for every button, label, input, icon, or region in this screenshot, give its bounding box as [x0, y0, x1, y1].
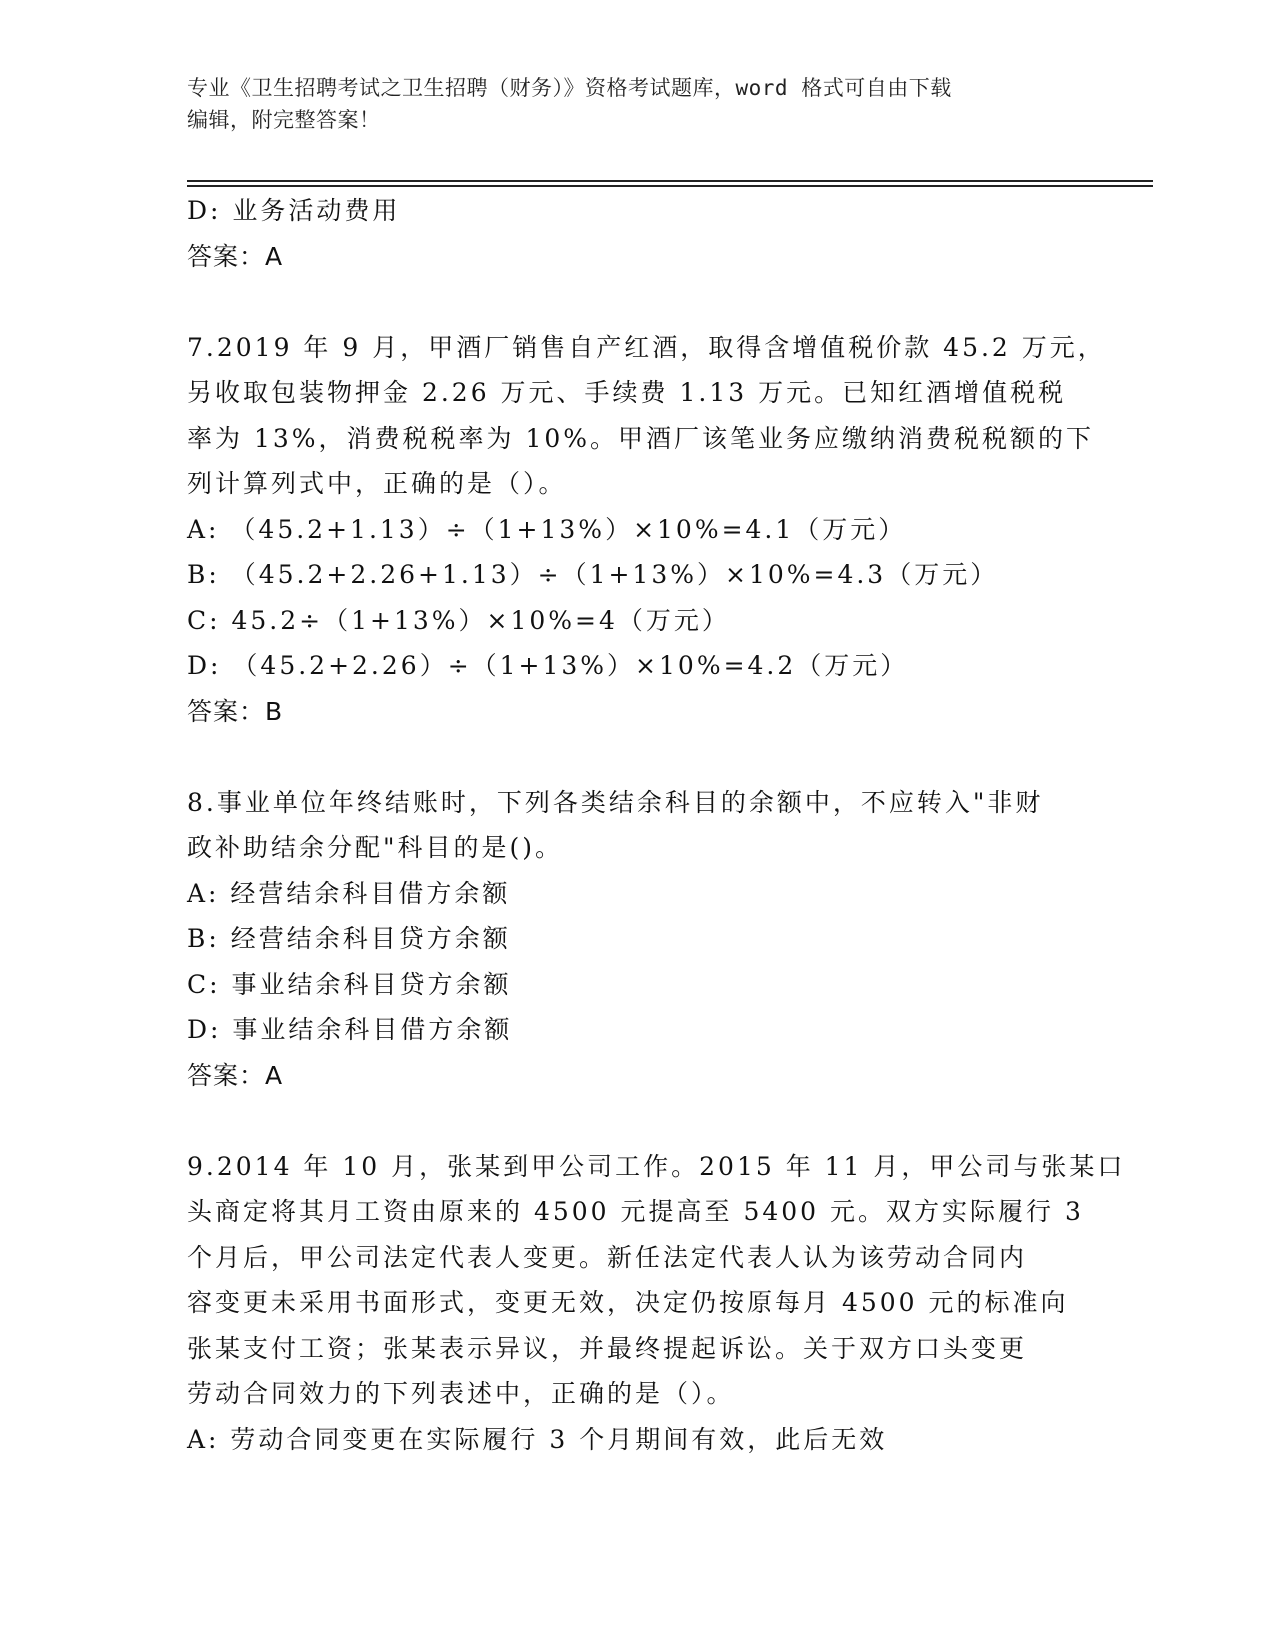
option-d: D: （45.2+2.26）÷（1+13%）×10%=4.2（万元） [187, 651, 909, 680]
document-header [187, 72, 1067, 136]
header-rule-bottom [187, 185, 1153, 187]
question-7 [187, 325, 1106, 735]
question-stem-line: 另收取包装物押金 2.26 万元、手续费 1.13 万元。已知红酒增值税税 [187, 378, 1067, 407]
question-stem-line: 7.2019 年 9 月，甲酒厂销售自产红酒，取得含增值税价款 45.2 万元， [187, 332, 1106, 362]
question-stem-line: 头商定将其月工资由原来的 4500 元提高至 5400 元。双方实际履行 3 [187, 1197, 1084, 1226]
answer-line: 答案：A [187, 1060, 284, 1090]
header-line-1: 专业《卫生招聘考试之卫生招聘（财务）》资格考试题库，word 格式可自由下载 [187, 76, 952, 100]
question-stem-line: 劳动合同效力的下列表述中，正确的是（）。 [187, 1379, 735, 1408]
question-stem-line: 张某支付工资；张某表示异议，并最终提起诉讼。关于双方口头变更 [187, 1333, 1028, 1363]
question-stem-line: 个月后，甲公司法定代表人变更。新任法定代表人认为该劳动合同内 [187, 1242, 1028, 1272]
option-b: B: 经营结余科目贷方余额 [187, 924, 511, 953]
option-a: A: 劳动合同变更在实际履行 3 个月期间有效，此后无效 [187, 1424, 888, 1454]
spacer [187, 734, 1067, 780]
question-8 [187, 780, 1067, 1099]
spacer [187, 1098, 1067, 1144]
question-stem-line: 率为 13%，消费税税率为 10%。甲酒厂该笔业务应缴纳消费税税额的下 [187, 423, 1095, 453]
answer-line: 答案：B [187, 696, 284, 726]
header-rule-top [187, 180, 1153, 182]
option-d: D: 业务活动费用 [187, 196, 401, 225]
question-stem-line: 容变更未采用书面形式，变更无效，决定仍按原每月 4500 元的标准向 [187, 1288, 1069, 1317]
question-9 [187, 1144, 1126, 1463]
spacer [187, 279, 1067, 325]
question-stem-line: 9.2014 年 10 月，张某到甲公司工作。2015 年 11 月，甲公司与张某口 [187, 1151, 1126, 1181]
question-stem-line: 政补助结余分配"科目的是()。 [187, 833, 564, 862]
header-line-2: 编辑，附完整答案！ [187, 108, 381, 132]
option-b: B: （45.2+2.26+1.13）÷（1+13%）×10%=4.3（万元） [187, 560, 999, 589]
option-c: C: 45.2÷（1+13%）×10%=4（万元） [187, 605, 730, 635]
question-content [187, 188, 1126, 1462]
option-c: C: 事业结余科目贷方余额 [187, 969, 512, 999]
option-a: A: （45.2+1.13）÷（1+13%）×10%=4.1（万元） [187, 514, 907, 544]
answer-line: 答案：A [187, 241, 284, 271]
option-a: A: 经营结余科目借方余额 [187, 878, 511, 908]
question-stem-line: 列计算列式中，正确的是（）。 [187, 469, 567, 498]
option-d: D: 事业结余科目借方余额 [187, 1015, 513, 1044]
question-stem-line: 8.事业单位年终结账时，下列各类结余科目的余额中，不应转入"非财 [187, 787, 1044, 817]
